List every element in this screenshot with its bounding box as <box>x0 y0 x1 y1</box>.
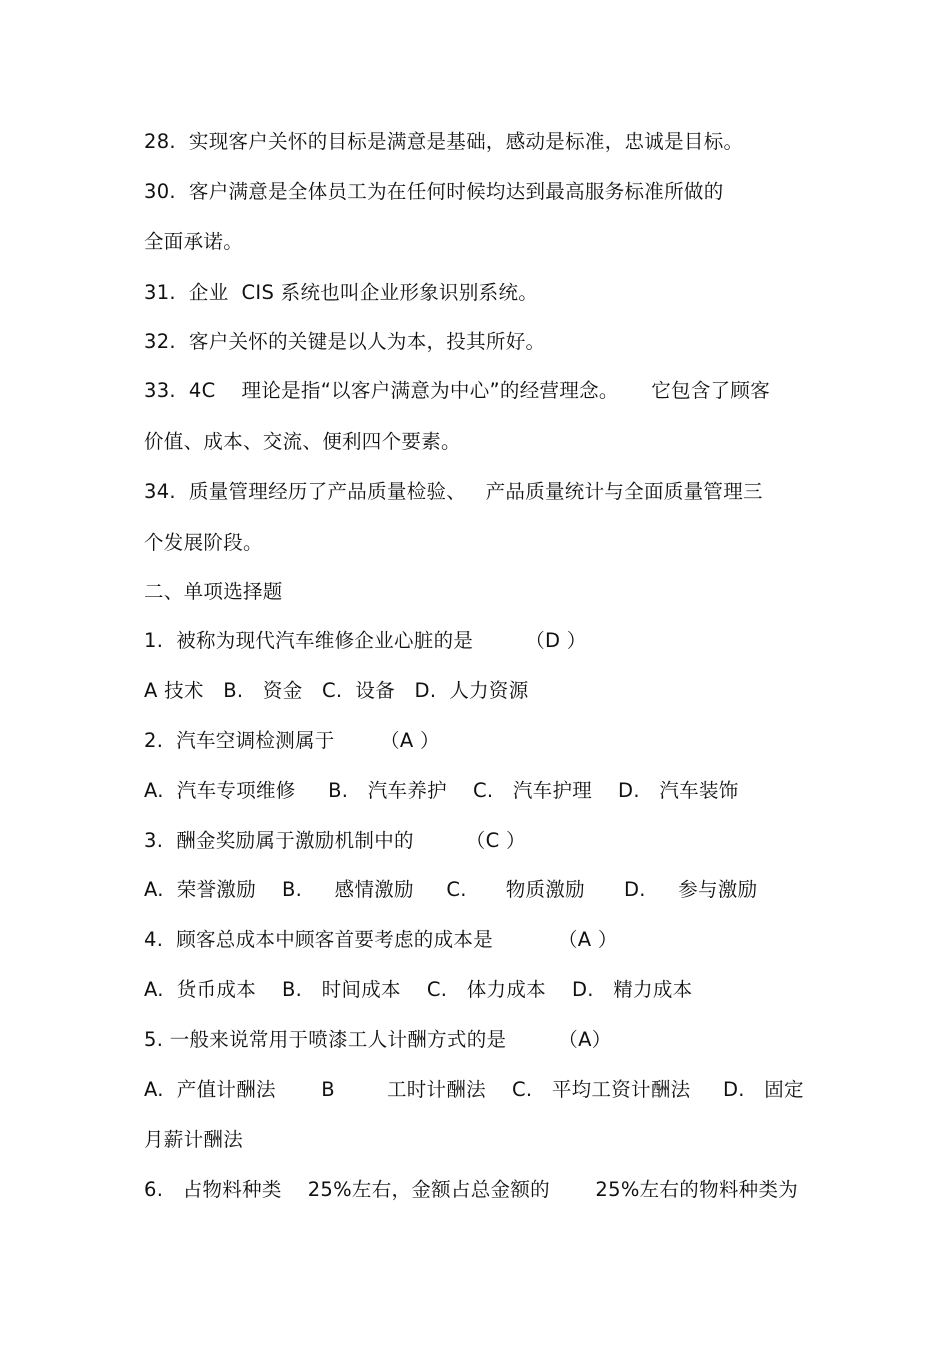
options-line: A. 产值计酬法 B 工时计酬法 C. 平均工资计酬法 D. 固定 <box>144 1078 804 1101</box>
text-line: 34. 质量管理经历了产品质量检验、 产品质量统计与全面质量管理三 <box>144 480 763 503</box>
question-line: 4. 顾客总成本中顾客首要考虑的成本是 （A ） <box>144 928 618 951</box>
text-line: 价值、成本、交流、便利四个要素。 <box>144 430 461 453</box>
question-line: 2. 汽车空调检测属于 （A ） <box>144 729 440 752</box>
options-line: A. 荣誉激励 B. 感情激励 C. 物质激励 D. 参与激励 <box>144 878 758 901</box>
options-line: A. 货币成本 B. 时间成本 C. 体力成本 D. 精力成本 <box>144 978 693 1001</box>
text-line: 31. 企业 CIS 系统也叫企业形象识别系统。 <box>144 281 539 304</box>
question-line: 5. 一般来说常用于喷漆工人计酬方式的是 （A） <box>144 1028 612 1051</box>
question-line: 6. 占物料种类 25%左右，金额占总金额的 25%左右的物料种类为 <box>144 1178 799 1201</box>
text-line: 30. 客户满意是全体员工为在任何时候均达到最高服务标准所做的 <box>144 180 724 203</box>
text-line: 28. 实现客户关怀的目标是满意是基础，感动是标准，忠诚是目标。 <box>144 130 744 153</box>
question-line: 3. 酬金奖励属于激励机制中的 （C ） <box>144 829 526 852</box>
options-line: A 技术 B. 资金 C. 设备 D. 人力资源 <box>144 679 529 702</box>
text-line: 33. 4C 理论是指“以客户满意为中心”的经营理念。 它包含了顾客 <box>144 379 771 402</box>
text-line: 全面承诺。 <box>144 230 244 253</box>
section-heading: 二、单项选择题 <box>144 580 283 603</box>
options-line: 月薪计酬法 <box>144 1128 244 1151</box>
text-line: 个发展阶段。 <box>144 531 263 554</box>
question-line: 1. 被称为现代汽车维修企业心脏的是 （D ） <box>144 629 587 652</box>
text-line: 32. 客户关怀的关键是以人为本，投其所好。 <box>144 330 546 353</box>
options-line: A. 汽车专项维修 B. 汽车养护 C. 汽车护理 D. 汽车装饰 <box>144 779 739 802</box>
